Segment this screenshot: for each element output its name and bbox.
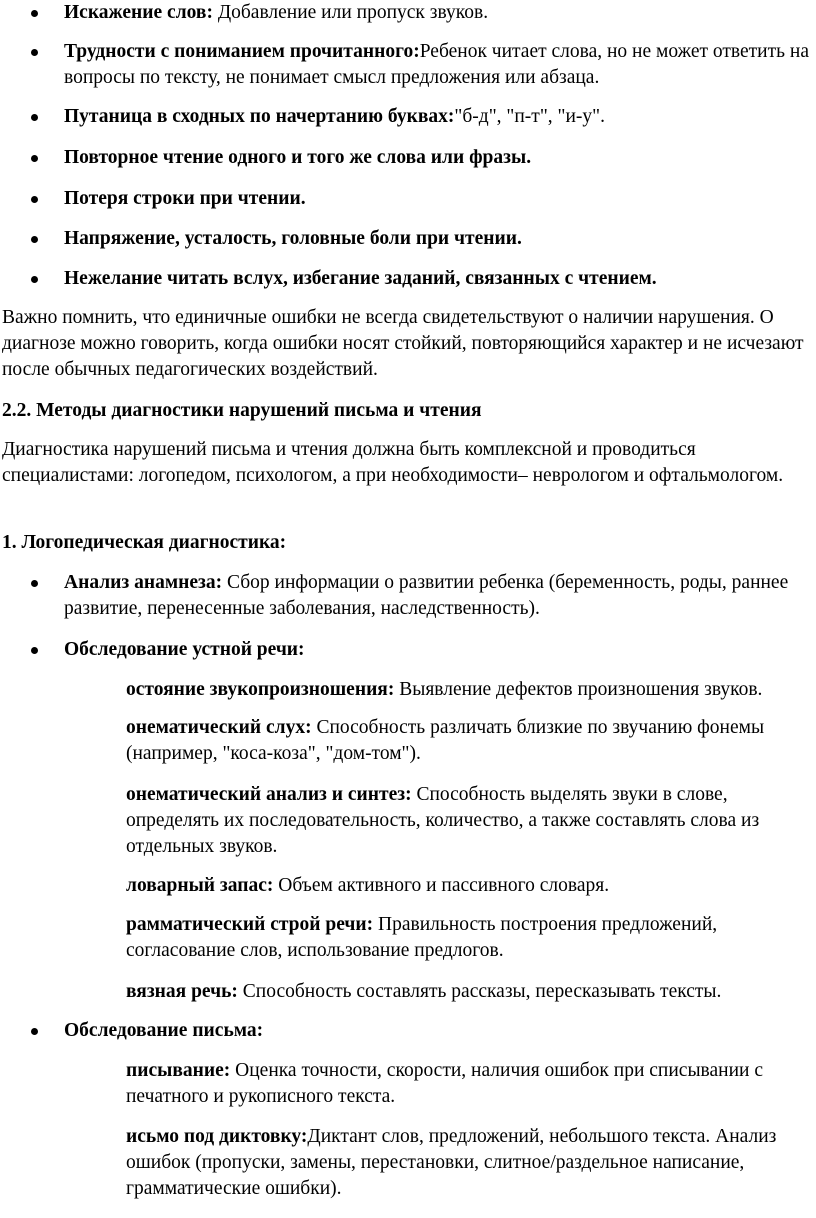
list-item-text: Ребенок читает слова, но не может ответить на вопросы по тексту, не понимает смысл предложения или абзаца. <box>64 41 809 88</box>
list-item <box>64 186 812 212</box>
sub-item-term: вязная речь: <box>126 981 238 1002</box>
sub-item <box>126 873 812 899</box>
bullet-icon <box>31 114 38 121</box>
list-item <box>64 145 812 171</box>
sub-item <box>126 979 812 1005</box>
list-item-anamnesis <box>64 570 812 622</box>
sub-item <box>126 1124 812 1202</box>
bullet-icon <box>31 276 38 283</box>
bullet-icon <box>31 647 38 654</box>
list-item <box>64 104 812 130</box>
sub-item <box>126 677 812 703</box>
list-item <box>64 266 812 292</box>
sub-item-text: Правильность построения предложений, согласование слов, использование предлогов. <box>126 914 718 961</box>
list-item-writing: Обследование письма: <box>64 1020 264 1041</box>
list-item-term: Нежелание читать вслух, избегание заданий, связанных с чтением. <box>64 268 657 289</box>
sub-item <box>126 715 812 767</box>
list-item-text: Сбор информации о развитии ребенка (беременность, роды, раннее развитие, перенесенные заболевания, наследственность). <box>64 572 789 619</box>
sub-item-text: Способность составлять рассказы, пересказывать тексты. <box>237 981 722 1002</box>
bullet-icon <box>31 236 38 243</box>
sub-item-text: Выявление дефектов произношения звуков. <box>394 679 763 700</box>
list-item-term: Трудности с пониманием прочитанного: <box>64 41 420 62</box>
sub-item-term: писывание: <box>126 1060 231 1081</box>
list-item-oral-speech: Обследование устной речи: <box>64 639 305 660</box>
sub-item-term: онематический анализ и синтез: <box>126 784 412 805</box>
bullet-icon <box>31 1028 38 1035</box>
sub-item-text: Диктант слов, предложений, небольшого текста. Анализ ошибок (пропуски, замены, перестановки, слитное/раздельное написание, грамматические ошибки). <box>126 1126 777 1199</box>
bullet-icon <box>31 580 38 587</box>
list-item <box>64 0 812 26</box>
sub-item-term: исьмо под диктовку: <box>126 1126 308 1147</box>
section-heading: 2.2. Методы диагностики нарушений письма и чтения <box>2 400 482 421</box>
list-item-text: "б-д", "п-т", "и-у". <box>454 106 606 127</box>
list-item-term: Потеря строки при чтении. <box>64 188 306 209</box>
sub-item-term: рамматический строй речи: <box>126 914 374 935</box>
sub-item <box>126 782 812 860</box>
list-item-text: Добавление или пропуск звуков. <box>212 2 489 23</box>
list-item <box>64 39 812 91</box>
sub-item-text: Способность различать близкие по звучанию фонемы (например, "коса-коза", "дом-том"). <box>126 717 765 764</box>
bullet-icon <box>31 196 38 203</box>
sub-item-text: Оценка точности, скорости, наличия ошибок при списывании с печатного и рукописного текста. <box>126 1060 764 1107</box>
bullet-icon <box>31 10 38 17</box>
sub-item-term: ловарный запас: <box>126 875 274 896</box>
list-item-term: Искажение слов: <box>64 2 213 23</box>
note-paragraph: Важно помнить, что единичные ошибки не всегда свидетельствуют о наличии нарушения. О диагнозе можно говорить, когда ошибки носят стойкий, повторяющийся характер и не исчезают после обычных педагогических воздействий. <box>2 307 804 380</box>
intro-paragraph: Диагностика нарушений письма и чтения должна быть комплексной и проводиться специалистами: логопедом, психологом, а при необходимости– неврологом и офтальмологом. <box>2 439 784 486</box>
sub-item <box>126 912 812 964</box>
sub-item-term: онематический слух: <box>126 717 312 738</box>
bullet-icon <box>31 49 38 56</box>
list-item-term: Анализ анамнеза: <box>64 572 223 593</box>
sub-item-text: Способность выделять звуки в слове, определять их последовательность, количество, а также составлять слова из отдельных звуков. <box>126 784 760 857</box>
list-item-term: Путаница в сходных по начертанию буквах: <box>64 106 455 127</box>
list-item <box>64 226 812 252</box>
subsection-heading: 1. Логопедическая диагностика: <box>2 532 287 553</box>
list-item-term: Напряжение, усталость, головные боли при чтении. <box>64 228 522 249</box>
list-item-term: Повторное чтение одного и того же слова или фразы. <box>64 147 532 168</box>
sub-item-text: Объем активного и пассивного словаря. <box>273 875 610 896</box>
sub-item-term: остояние звукопроизношения: <box>126 679 395 700</box>
sub-item <box>126 1058 812 1110</box>
bullet-icon <box>31 155 38 162</box>
